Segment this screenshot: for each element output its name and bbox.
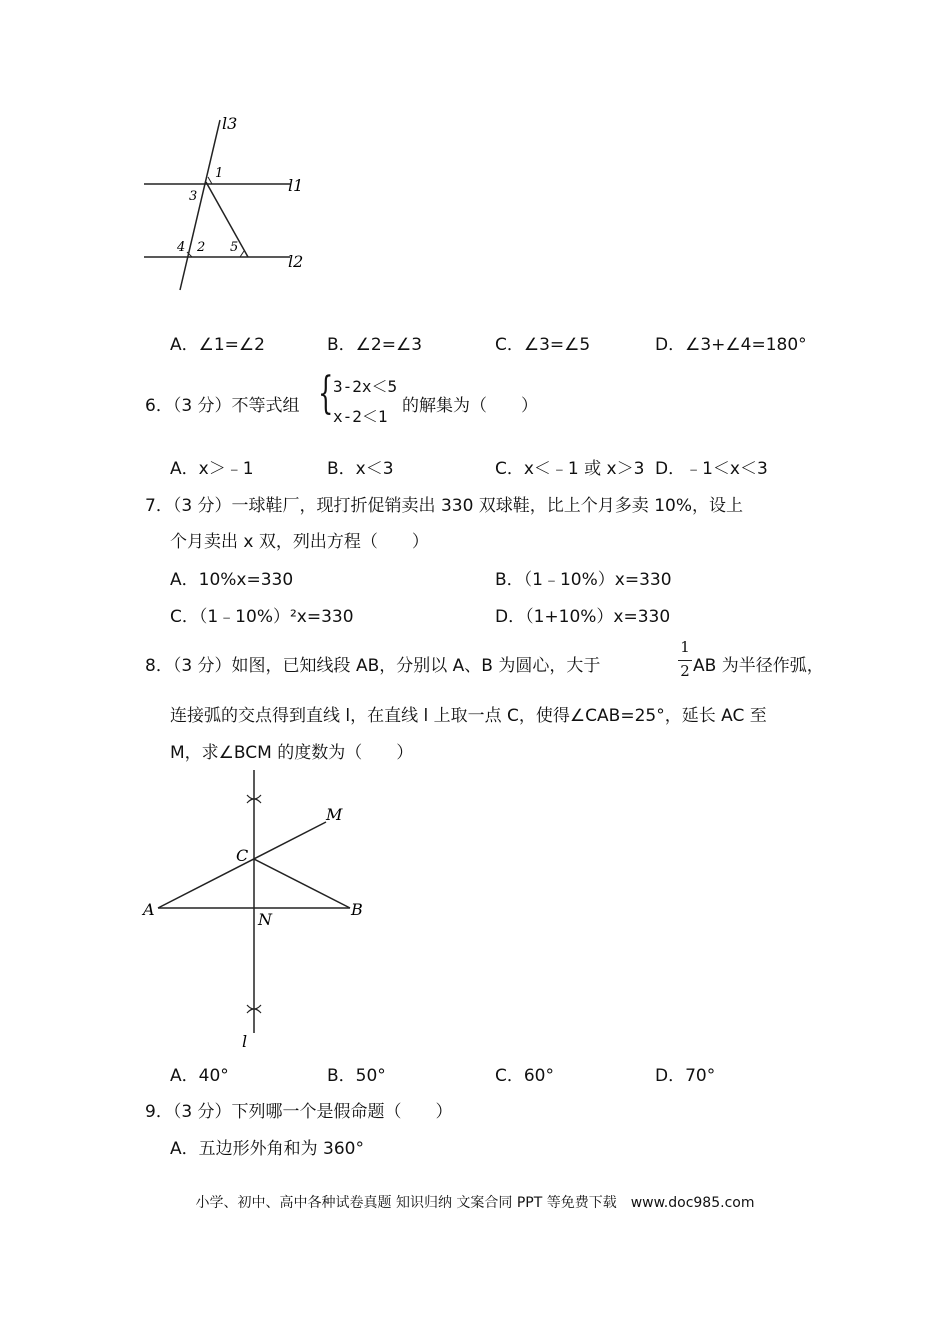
angle-arc-1: [208, 177, 212, 184]
q5-option-b[interactable]: B．∠2=∠3: [327, 335, 423, 355]
triangle-side: [206, 182, 248, 257]
q7-option-b[interactable]: B．（1﹣10%）x=330: [495, 570, 672, 590]
label-a: A: [143, 900, 155, 919]
angle-arc-5: [240, 251, 244, 257]
label-angle-4: 4: [177, 240, 186, 255]
segment-cb: [254, 859, 350, 908]
q8-stem-line-1b: AB 为半径作弧，: [693, 656, 824, 676]
q7-option-a[interactable]: A．10%x=330: [170, 570, 294, 590]
label-angle-5: 5: [230, 240, 239, 255]
q8-stem-line-3: M，求∠BCM 的度数为（ ）: [170, 743, 414, 763]
label-m: M: [326, 805, 343, 824]
segment-am: [158, 822, 326, 908]
fraction-numerator: 1: [680, 638, 690, 656]
label-l: l: [242, 1032, 248, 1050]
q6-option-a[interactable]: A．x＞﹣1: [170, 459, 254, 479]
q5-option-a[interactable]: A．∠1=∠2: [170, 335, 265, 355]
q7-stem-line-1: 7．（3 分）一球鞋厂，现打折促销卖出 330 双球鞋，比上个月多卖 10%，设上: [145, 496, 743, 516]
label-b: B: [351, 900, 363, 919]
label-l1: l1: [288, 176, 304, 195]
q8-stem-line-2: 连接弧的交点得到直线 l，在直线 l 上取一点 C，使得∠CAB=25°，延长 AC 至: [170, 706, 767, 726]
label-angle-3: 3: [189, 189, 198, 204]
q9-stem: 9．（3 分）下列哪一个是假命题（ ）: [145, 1102, 453, 1122]
q6-option-b[interactable]: B．x＜3: [327, 459, 394, 479]
parallel-lines-figure: [140, 105, 320, 300]
label-n: N: [258, 910, 272, 929]
q6-option-c[interactable]: C．x＜﹣1 或 x＞3: [495, 459, 645, 479]
q7-option-c[interactable]: C．（1﹣10%）²x=330: [170, 607, 354, 627]
q6-suffix: 的解集为（ ）: [402, 396, 538, 416]
q8-stem-line-1a: 8．（3 分）如图，已知线段 AB，分别以 A、B 为圆心，大于: [145, 656, 601, 676]
q8-option-b[interactable]: B．50°: [327, 1066, 386, 1086]
perpendicular-bisector-figure: [140, 765, 380, 1050]
q7-stem-line-2: 个月卖出 x 双，列出方程（ ）: [170, 532, 429, 552]
label-angle-1: 1: [215, 166, 224, 181]
label-l3: l3: [222, 114, 238, 133]
inequality-brace: {: [318, 368, 334, 419]
q9-option-a[interactable]: A．五边形外角和为 360°: [170, 1139, 364, 1159]
q8-option-a[interactable]: A．40°: [170, 1066, 229, 1086]
q7-option-d[interactable]: D．（1+10%）x=330: [495, 607, 671, 627]
q6-option-d[interactable]: D．﹣1＜x＜3: [655, 459, 768, 479]
inequality-line-1: 3-2x＜5: [333, 377, 398, 396]
fraction-denominator: 2: [680, 662, 690, 680]
q6-prefix: 6．（3 分）不等式组: [145, 396, 300, 416]
q8-option-c[interactable]: C．60°: [495, 1066, 555, 1086]
label-c: C: [236, 846, 249, 865]
inequality-line-2: x-2＜1: [333, 407, 388, 426]
q5-option-d[interactable]: D．∠3+∠4=180°: [655, 335, 807, 355]
label-l2: l2: [288, 252, 304, 271]
label-angle-2: 2: [197, 240, 206, 255]
fraction-bar: [678, 660, 692, 661]
q8-option-d[interactable]: D．70°: [655, 1066, 716, 1086]
q5-option-c[interactable]: C．∠3=∠5: [495, 335, 591, 355]
page-footer: 小学、初中、高中各种试卷真题 知识归纳 文案合同 PPT 等免费下载 www.doc985.com: [195, 1195, 755, 1211]
line-l3: [180, 120, 220, 290]
